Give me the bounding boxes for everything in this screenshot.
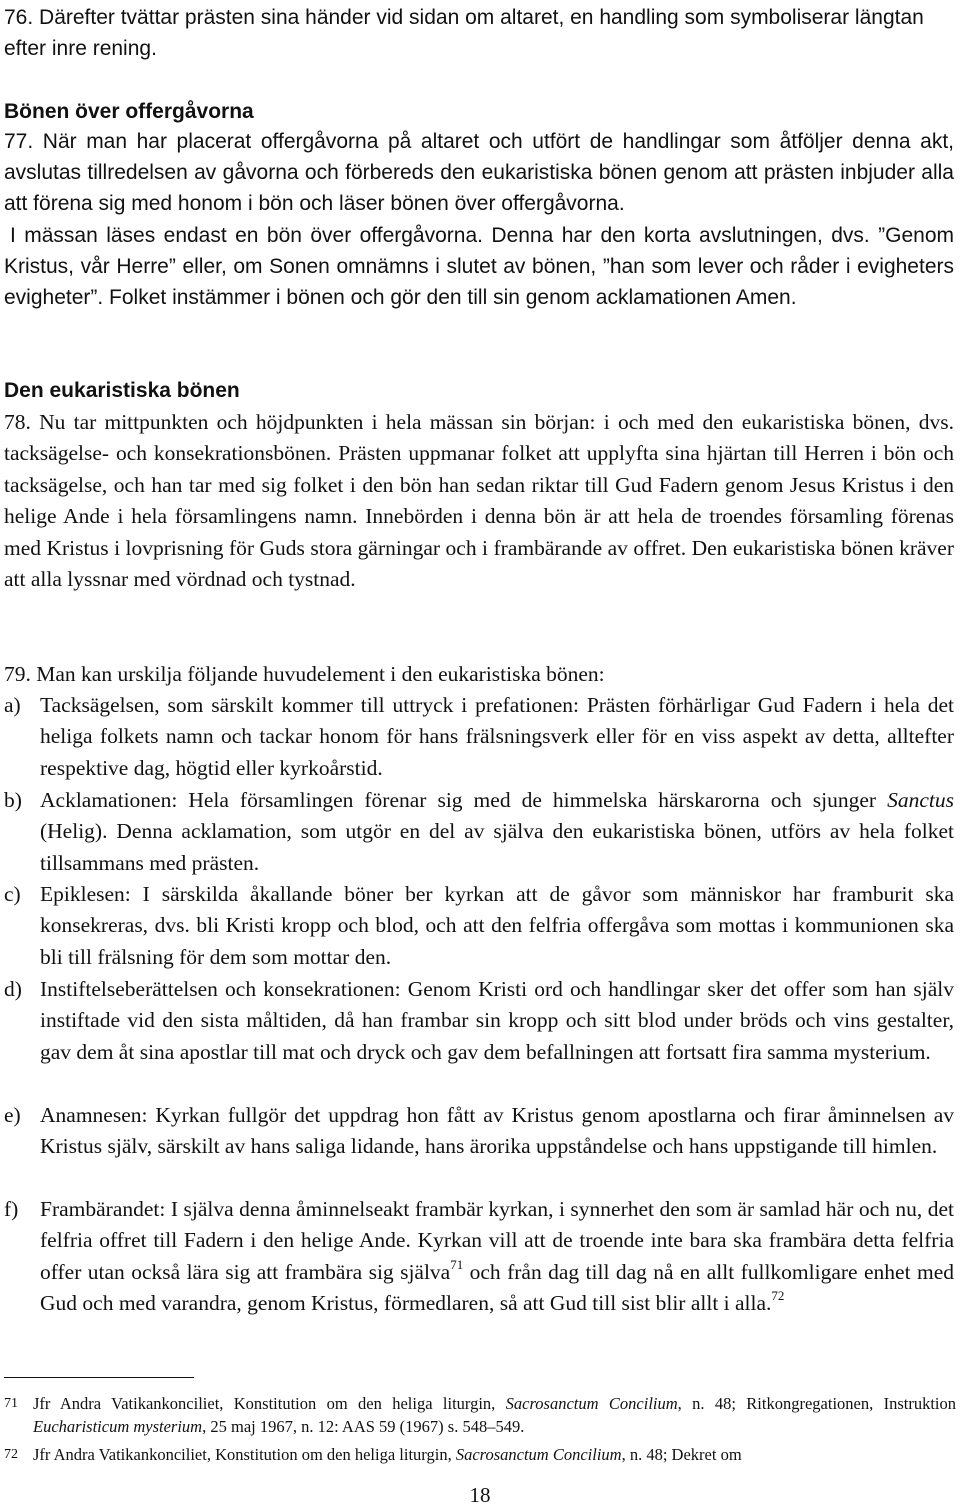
footnote-text: Jfr Andra Vatikankonciliet, Konstitution om den heliga liturgin, Sacrosanctum Concilium, n. 48; Ritkongregationen, Instruktion Eucharisticum mysterium, 25 maj 1967, n. 12: AAS 59 (1967) s. 548–549. xyxy=(33,1394,956,1436)
list-item-text: Instiftelseberättelsen och konsekrationen: Genom Kristi ord och handlingar sker det offer som han själv instiftade vid den sista måltiden, då han frambar sin kropp och sitt blod under bröds och vins gestalter, gav dem åt sina apostlar till mat och dryck och gav dem befallningen att fortsatt fira samma mysterium. xyxy=(40,977,954,1064)
paragraph-77: 77. När man har placerat offergåvorna på altaret och utfört de handlingar som åtföljer denna akt, avslutas tillredelsen av gåvorna och förbereds den eukaristiska bönen genom att prästen inbjuder alla att förena sig med honom i bön och läser bönen över offergåvorna. xyxy=(4,130,954,215)
list-item-d xyxy=(4,974,954,1068)
list-item-a xyxy=(4,690,954,784)
footnote-72 xyxy=(4,1443,956,1466)
list-item-label: e) xyxy=(4,1103,21,1127)
list-item-c xyxy=(4,879,954,973)
paragraph-79: 79. Man kan urskilja följande huvudelement i den eukaristiska bönen: xyxy=(4,662,605,686)
heading-eukaristiska-bonen: Den eukaristiska bönen xyxy=(4,379,240,402)
list-item-text: Epiklesen: I särskilda åkallande böner ber kyrkan att de gåvor som människor har framburit ska konsekreras, dvs. bli Kristi kropp och blod, och att den felfria offergåva som mottas i kommunionen ska bli till frälsning för dem som mottar den. xyxy=(40,882,954,969)
footnote-text: Jfr Andra Vatikankonciliet, Konstitution om den heliga liturgin, Sacrosanctum Concilium, n. 48; Dekret om xyxy=(33,1445,742,1464)
list-item-label: c) xyxy=(4,882,21,906)
paragraph-76: 76. Därefter tvättar prästen sina händer vid sidan om altaret, en handling som symboliserar längtan efter inre rening. xyxy=(4,6,924,60)
footnote-separator xyxy=(4,1377,194,1378)
list-item-text: Acklamationen: Hela församlingen förenar sig med de himmelska härskarorna och sjunger Sanctus (Helig). Denna acklamation, som utgör en del av själva den eukaristiska bönen, utförs av hela folket tillsammans med prästen. xyxy=(40,788,954,875)
footnote-ref-71[interactable]: 71 xyxy=(450,1256,464,1272)
list-item-f xyxy=(4,1194,954,1320)
heading-offergavorna: Bönen över offergåvorna xyxy=(4,100,254,123)
list-item-text: Anamnesen: Kyrkan fullgör det uppdrag hon fått av Kristus genom apostlarna och firar åminnelsen av Kristus själv, särskilt av hans saliga lidande, hans ärorika uppståndelse och hans uppstigande till himlen. xyxy=(40,1103,954,1159)
list-item-label: b) xyxy=(4,788,22,812)
footnote-ref-72[interactable]: 72 xyxy=(771,1288,785,1304)
list-item-b xyxy=(4,785,954,879)
paragraph-77b: I mässan läses endast en bön över offergåvorna. Denna har den korta avslutningen, dvs. ”Genom Kristus, vår Herre” eller, om Sonen omnämns i slutet av bönen, ”han som lever och råder i evigheters evigheter”. Folket instämmer i bönen och gör den till sin genom acklamationen Amen. xyxy=(4,224,954,309)
sanctus-italic: Sanctus xyxy=(887,788,954,812)
footnote-71 xyxy=(4,1392,956,1438)
list-item-text: Frambärandet: I själva denna åminnelseakt frambär kyrkan, i synnerhet den som är samlad här och nu, det felfria offret till Fadern i den helige Ande. Kyrkan vill att de troende inte bara ska frambära detta felfria offer utan också lära sig att frambära sig själva$^{71}$ och från dag till dag nå en allt fullkomligare enhet med Gud och med varandra, genom Kristus, förmedlaren, så att Gud till sist blir allt i alla.$^{72}$ xyxy=(40,1197,954,1316)
list-item-label: a) xyxy=(4,693,21,717)
footnote-number: 71 xyxy=(4,1396,18,1411)
list-item-label: f) xyxy=(4,1197,19,1221)
list-item-text: Tacksägelsen, som särskilt kommer till uttryck i prefationen: Prästen förhärligar Gud Fadern i hela det heliga folkets namn och tackar honom för hans frälsningsverk eller för en viss aspekt av detta, alltefter respektive dag, högtid eller kyrkoårstid. xyxy=(40,693,954,780)
list-item-label: d) xyxy=(4,977,22,1001)
list-item-e xyxy=(4,1100,954,1163)
page-number: 18 xyxy=(469,1483,491,1507)
footnote-number: 72 xyxy=(4,1447,18,1462)
paragraph-78: 78. Nu tar mittpunkten och höjdpunkten i hela mässan sin början: i och med den eukaristiska bönen, dvs. tacksägelse- och konsekrationsbönen. Prästen uppmanar folket att upplyfta sina hjärtan till Herren i bön och tacksägelse, och han tar med sig folket i den bön han sedan riktar till Gud Fadern genom Jesus Kristus i den helige Ande i hela församlingens namn. Innebörden i denna bön är att hela de troendes församling förenas med Kristus i lovprisning för Guds stora gärningar och i frambärande av offret. Den eukaristiska bönen kräver att alla lyssnar med vördnad och tystnad. xyxy=(4,410,954,592)
